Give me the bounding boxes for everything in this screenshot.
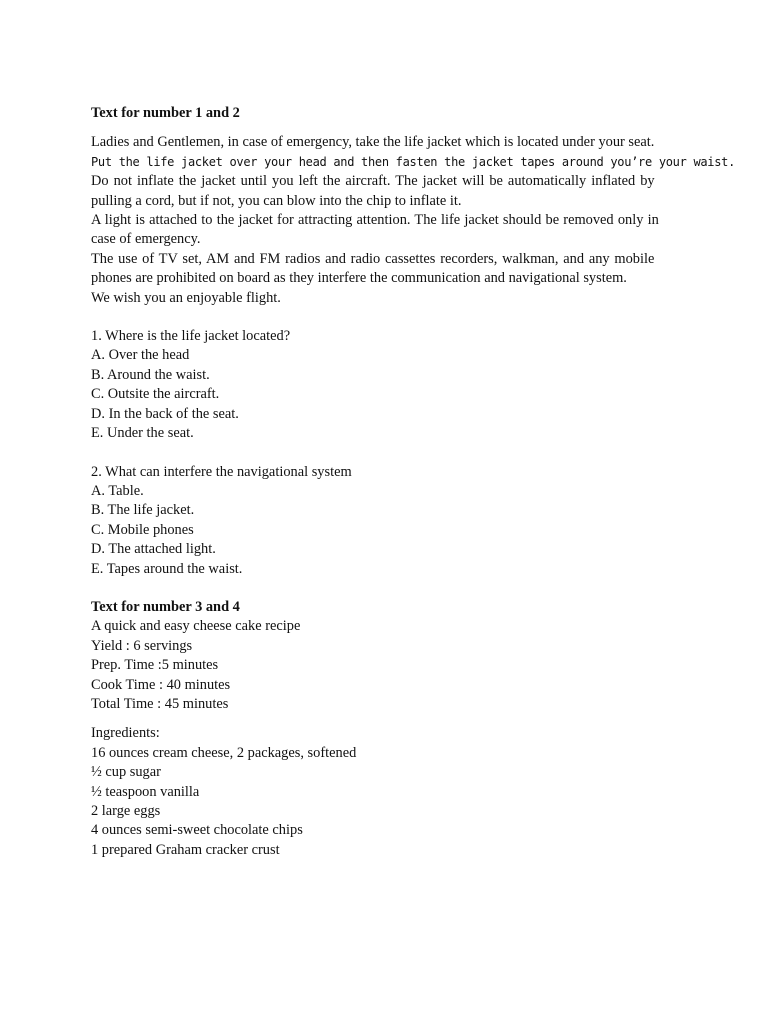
answer-option: B. The life jacket. [91,502,195,519]
answer-option: C. Mobile phones [91,521,194,538]
recipe-cook-time: Cook Time : 40 minutes [91,676,231,693]
document-page [91,104,735,860]
recipe-total-time: Total Time : 45 minutes [91,695,229,712]
recipe-yield: Yield : 6 servings [91,637,193,654]
spacer [91,579,691,598]
ingredients-label: Ingredients: [91,725,160,742]
text-line: case of emergency. [91,231,201,248]
answer-option: E. Under the seat. [91,425,194,442]
text-line: The use of TV set, AM and FM radios and radio cassettes recorders, walkman, and any mobile [91,250,655,267]
ingredient-item: ½ teaspoon vanilla [91,783,200,800]
text-line: pulling a cord, but if not, you can blow into the chip to inflate it. [91,192,462,209]
ingredient-item: 4 ounces semi-sweet chocolate chips [91,822,303,839]
text-line: Put the life jacket over your head and then fasten the jacket tapes around you’re your waist. [91,154,735,169]
ingredient-item: 2 large eggs [91,803,161,819]
text-line: A light is attached to the jacket for attracting attention. The life jacket should be removed only in [91,212,659,229]
answer-option: A. Table. [91,482,144,499]
recipe-info [91,617,691,714]
answer-option: E. Tapes around the waist. [91,560,243,577]
text-line: Do not inflate the jacket until you left the aircraft. The jacket will be automatically inflated by [91,173,655,190]
spacer [91,123,691,133]
section-heading-3-4: Text for number 3 and 4 [91,598,240,615]
ingredients-list [91,724,691,860]
answer-option: A. Over the head [91,347,190,364]
spacer [91,308,691,327]
question-2 [91,463,691,579]
answer-option: D. The attached light. [91,541,216,558]
spacer [91,714,691,724]
spacer [91,444,691,463]
text-line: Ladies and Gentlemen, in case of emergency, take the life jacket which is located under your seat. [91,134,655,151]
answer-option: B. Around the waist. [91,366,210,383]
answer-option: D. In the back of the seat. [91,405,239,422]
text-line: phones are prohibited on board as they interfere the communication and navigational system. [91,270,627,287]
ingredient-item: 1 prepared Graham cracker crust [91,841,280,858]
section-heading-1-2: Text for number 1 and 2 [91,105,240,121]
question-1 [91,327,691,443]
ingredient-item: ½ cup sugar [91,764,161,781]
ingredient-item: 16 ounces cream cheese, 2 packages, softened [91,744,357,761]
answer-option: C. Outsite the aircraft. [91,386,220,403]
announcement-text [91,133,735,308]
recipe-title: A quick and easy cheese cake recipe [91,618,301,635]
recipe-prep-time: Prep. Time :5 minutes [91,657,219,674]
text-line: We wish you an enjoyable flight. [91,289,281,306]
question-text: 2. What can interfere the navigational system [91,463,352,480]
question-text: 1. Where is the life jacket located? [91,328,291,345]
